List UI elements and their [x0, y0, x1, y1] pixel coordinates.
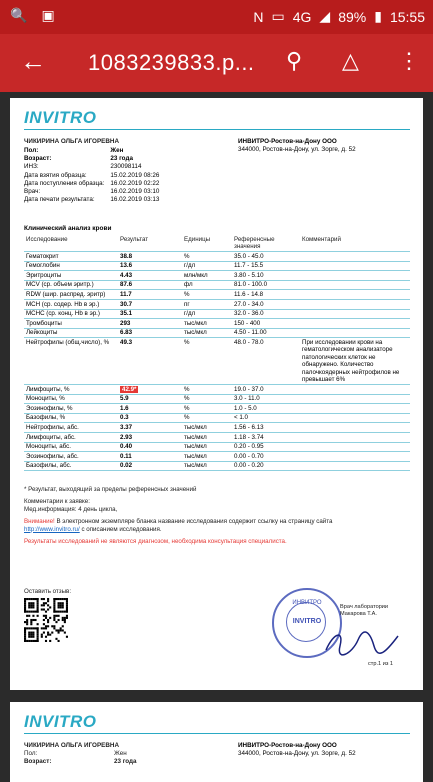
reference-range: 0.20 - 0.95 [232, 442, 300, 452]
patient-info-row [24, 188, 165, 196]
clock: 15:55 [389, 8, 425, 25]
result-row [24, 319, 410, 329]
test-name: Базофилы, абс. [24, 461, 118, 471]
result-row [24, 413, 410, 423]
attention-label: Внимание! [24, 518, 55, 525]
patient-info-key: Возраст: [24, 155, 52, 163]
result-value: 4.43 [120, 271, 133, 279]
col-header: Комментарий [300, 235, 410, 252]
test-name: Нейтрофилы, абс. [24, 423, 118, 433]
battery-icon: ▮ [374, 8, 382, 24]
comments-label: Комментарии к заявке: [24, 498, 90, 505]
reference-range: 150 - 400 [232, 319, 300, 329]
unit: пг [182, 299, 232, 309]
unit: % [182, 290, 232, 300]
test-name: Эритроциты [24, 271, 118, 281]
test-name: Тромбоциты [24, 319, 118, 329]
reference-range: < 1.0 [232, 413, 300, 423]
patient-name: ЧИКИРИНА ОЛЬГА ИГОРЕВНА [24, 138, 119, 145]
unit: тыс/мкл [182, 432, 232, 442]
reference-range: 48.0 - 78.0 [232, 338, 300, 385]
unit: % [182, 413, 232, 423]
footnote: * Результат, выходящий за пределы референсных значений [24, 486, 197, 493]
result-row [24, 252, 410, 262]
reference-range: 35.0 - 45.0 [232, 252, 300, 262]
result-row [24, 280, 410, 290]
reference-range: 81.0 - 100.0 [232, 280, 300, 290]
patient-info-value: 16.02.2019 02:22 [110, 179, 160, 187]
test-name: Лимфоциты, абс. [24, 432, 118, 442]
back-arrow-icon[interactable]: ← [20, 46, 46, 76]
lab-address: 344000, Ростов-на-Дону, ул. Зорге, д. 52 [238, 146, 356, 154]
result-value: 87.6 [120, 281, 133, 289]
unit: тыс/мкл [182, 461, 232, 471]
result-value: 2.93 [120, 433, 133, 441]
result-value: 49.3 [120, 338, 133, 346]
result-value: 35.1 [120, 310, 133, 318]
review-label: Оставить отзыв: [24, 588, 72, 595]
unit: тыс/мкл [182, 319, 232, 329]
image-icon: ▣ [41, 7, 55, 23]
patient-info-value: 16.02.2019 03:13 [110, 196, 160, 204]
lab-info [238, 742, 356, 759]
result-value: 293 [120, 319, 131, 327]
unit: % [182, 338, 232, 385]
search-icon: 🔍 [10, 7, 28, 23]
invitro-logo: INVITRO [24, 712, 97, 731]
patient-info-key: Пол: [24, 147, 39, 154]
result-value: 6.83 [120, 329, 133, 337]
result-value: 3.37 [120, 423, 133, 431]
lab-name: ИНВИТРО-Ростов-на-Дону ООО [238, 742, 337, 749]
patient-info-row [24, 163, 165, 171]
result-row [24, 328, 410, 338]
unit: г/дл [182, 309, 232, 319]
drive-add-icon[interactable]: △ [342, 48, 359, 73]
reference-range: 19.0 - 37.0 [232, 384, 300, 394]
result-row [24, 338, 410, 385]
test-name: MCHC (ср. конц. Hb в эр.) [24, 309, 118, 319]
patient-info-value: 15.02.2019 08:26 [110, 171, 160, 179]
vibrate-icon: ▭ [271, 8, 285, 24]
patient-info-row [24, 147, 165, 155]
invitro-link[interactable]: http://www.invitro.ru/ [24, 525, 80, 533]
reference-range: 1.18 - 3.74 [232, 432, 300, 442]
more-options-icon[interactable]: ⋮ [398, 48, 420, 73]
test-name: Гемоглобин [24, 261, 118, 271]
unit: % [182, 394, 232, 404]
patient-info-key: Дата печати результата: [24, 196, 95, 204]
reference-range: 1.0 - 5.0 [232, 404, 300, 414]
disclaimer: Результаты исследований не являются диагнозом, необходима консультация специалиста. [24, 538, 287, 545]
reference-range: 11.6 - 14.8 [232, 290, 300, 300]
test-name: Эозинофилы, абс. [24, 452, 118, 462]
patient-info-row [24, 155, 165, 163]
results-table [24, 235, 410, 471]
result-value: 0.02 [120, 462, 133, 470]
result-value: 0.40 [120, 443, 133, 451]
reference-range: 27.0 - 34.0 [232, 299, 300, 309]
test-name: Гематокрит [24, 252, 118, 262]
reference-range: 4.50 - 11.00 [232, 328, 300, 338]
unit: тыс/мкл [182, 328, 232, 338]
reference-range: 0.00 - 0.70 [232, 452, 300, 462]
age-label: Возраст: [24, 758, 52, 765]
result-value: 11.7 [120, 290, 132, 298]
divider [24, 129, 410, 130]
patient-info-key: ИНЗ: [24, 163, 39, 171]
result-row [24, 404, 410, 414]
qr-code[interactable] [24, 598, 68, 642]
sex-label: Пол: [24, 750, 38, 757]
reference-range: 11.7 - 15.5 [232, 261, 300, 271]
lab-address: 344000, Ростов-на-Дону, ул. Зорге, д. 52 [238, 750, 356, 758]
result-value: 30.7 [120, 300, 133, 308]
patient-info-key: Дата поступления образца: [24, 179, 105, 187]
search-icon[interactable]: ⚲ [286, 48, 303, 73]
doctor-signature-block: Врач лаборатории Макарова Т.А. [340, 604, 389, 617]
pdf-page-2 [10, 702, 423, 782]
patient-info-value: 23 года [110, 155, 133, 163]
network-label: 4G [292, 8, 312, 25]
result-row [24, 461, 410, 471]
result-value: 38.8 [120, 252, 133, 260]
result-row [24, 261, 410, 271]
test-name: RDW (шир. распред. эритр) [24, 290, 118, 300]
patient-info-row [24, 172, 165, 180]
test-name: Лимфоциты, % [24, 384, 118, 394]
col-header: Референсные значения [232, 235, 300, 252]
invitro-logo: INVITRO [24, 108, 97, 127]
med-info: Мед.информация: 4 день цикла, [24, 506, 118, 513]
attention-text: В электронном экземпляре бланка название исследования содержит ссылку на страницу сайта [54, 518, 333, 525]
reference-range: 3.80 - 5.10 [232, 271, 300, 281]
document-title: 1083239833.p... [88, 50, 255, 75]
link-suffix: с описанием исследования. [79, 525, 162, 533]
patient-info [24, 742, 137, 766]
lab-name: ИНВИТРО-Ростов-на-Дону ООО [238, 138, 337, 145]
test-name: Базофилы, % [24, 413, 118, 423]
sex-value: Жен [114, 750, 127, 757]
result-row [24, 271, 410, 281]
result-row [24, 299, 410, 309]
result-comment: При исследовании крови на гематологическом анализаторе патологических клеток не обнаружено. Количество палочкоядерных нейтрофилов не превышает 6% [302, 338, 400, 383]
stamp-text: ИНВИТРО [292, 600, 322, 606]
nfc-icon: N [253, 8, 264, 25]
lab-info [238, 138, 356, 155]
col-header: Исследование [24, 235, 118, 252]
battery-percent: 89% [338, 8, 367, 25]
result-value: 5.9 [120, 395, 129, 403]
unit: тыс/мкл [182, 452, 232, 462]
patient-name: ЧИКИРИНА ОЛЬГА ИГОРЕВНА [24, 742, 119, 749]
patient-info-value: Жен [110, 147, 124, 154]
unit: фл [182, 280, 232, 290]
patient-info-value: 16.02.2019 03:10 [110, 188, 160, 196]
result-row [24, 432, 410, 442]
section-title: Клинический анализ крови [24, 225, 112, 232]
unit: млн/мкл [182, 271, 232, 281]
test-name: MCV (ср. объем эритр.) [24, 280, 118, 290]
test-name: Нейтрофилы (общ.число), % [24, 338, 118, 385]
col-header: Единицы [182, 235, 232, 252]
result-value: 13.6 [120, 262, 133, 270]
unit: тыс/мкл [182, 442, 232, 452]
app-bar [0, 34, 433, 92]
page-number: стр.1 из 1 [368, 661, 394, 667]
flagged-value: 42.9* [122, 385, 137, 393]
patient-info-row [24, 196, 165, 204]
result-value: 0.3 [120, 414, 129, 422]
unit: тыс/мкл [182, 423, 232, 433]
signature [322, 626, 402, 658]
divider [24, 733, 410, 734]
result-row [24, 290, 410, 300]
test-name: Моноциты, абс. [24, 442, 118, 452]
result-row [24, 309, 410, 319]
result-value: 1.6 [120, 404, 129, 412]
result-row [24, 452, 410, 462]
signal-icon: ◢ [319, 8, 331, 24]
test-name: Эозинофилы, % [24, 404, 118, 414]
unit: % [182, 404, 232, 414]
pdf-page-1 [10, 98, 423, 690]
stamp-center: INVITRO [292, 618, 322, 625]
reference-range: 3.0 - 11.0 [232, 394, 300, 404]
col-header: Результат [118, 235, 182, 252]
patient-info-key: Врач: [24, 188, 41, 196]
test-name: Лейкоциты [24, 328, 118, 338]
result-row [24, 423, 410, 433]
result-row [24, 394, 410, 404]
reference-range: 0.00 - 0.20 [232, 461, 300, 471]
result-row [24, 384, 410, 394]
test-name: Моноциты, % [24, 394, 118, 404]
patient-info [24, 138, 165, 204]
result-row [24, 442, 410, 452]
attention-note [24, 518, 410, 533]
patient-info-value: 230098114 [110, 163, 142, 171]
test-name: MCH (ср. содер. Hb в эр.) [24, 299, 118, 309]
patient-info-key: Дата взятия образца: [24, 171, 87, 179]
status-bar [0, 0, 433, 34]
patient-info-row [24, 180, 165, 188]
unit: % [182, 252, 232, 262]
age-value: 23 года [114, 758, 137, 765]
result-value: 0.11 [120, 452, 132, 460]
unit: г/дл [182, 261, 232, 271]
reference-range: 32.0 - 36.0 [232, 309, 300, 319]
reference-range: 1.56 - 6.13 [232, 423, 300, 433]
unit: % [182, 384, 232, 394]
